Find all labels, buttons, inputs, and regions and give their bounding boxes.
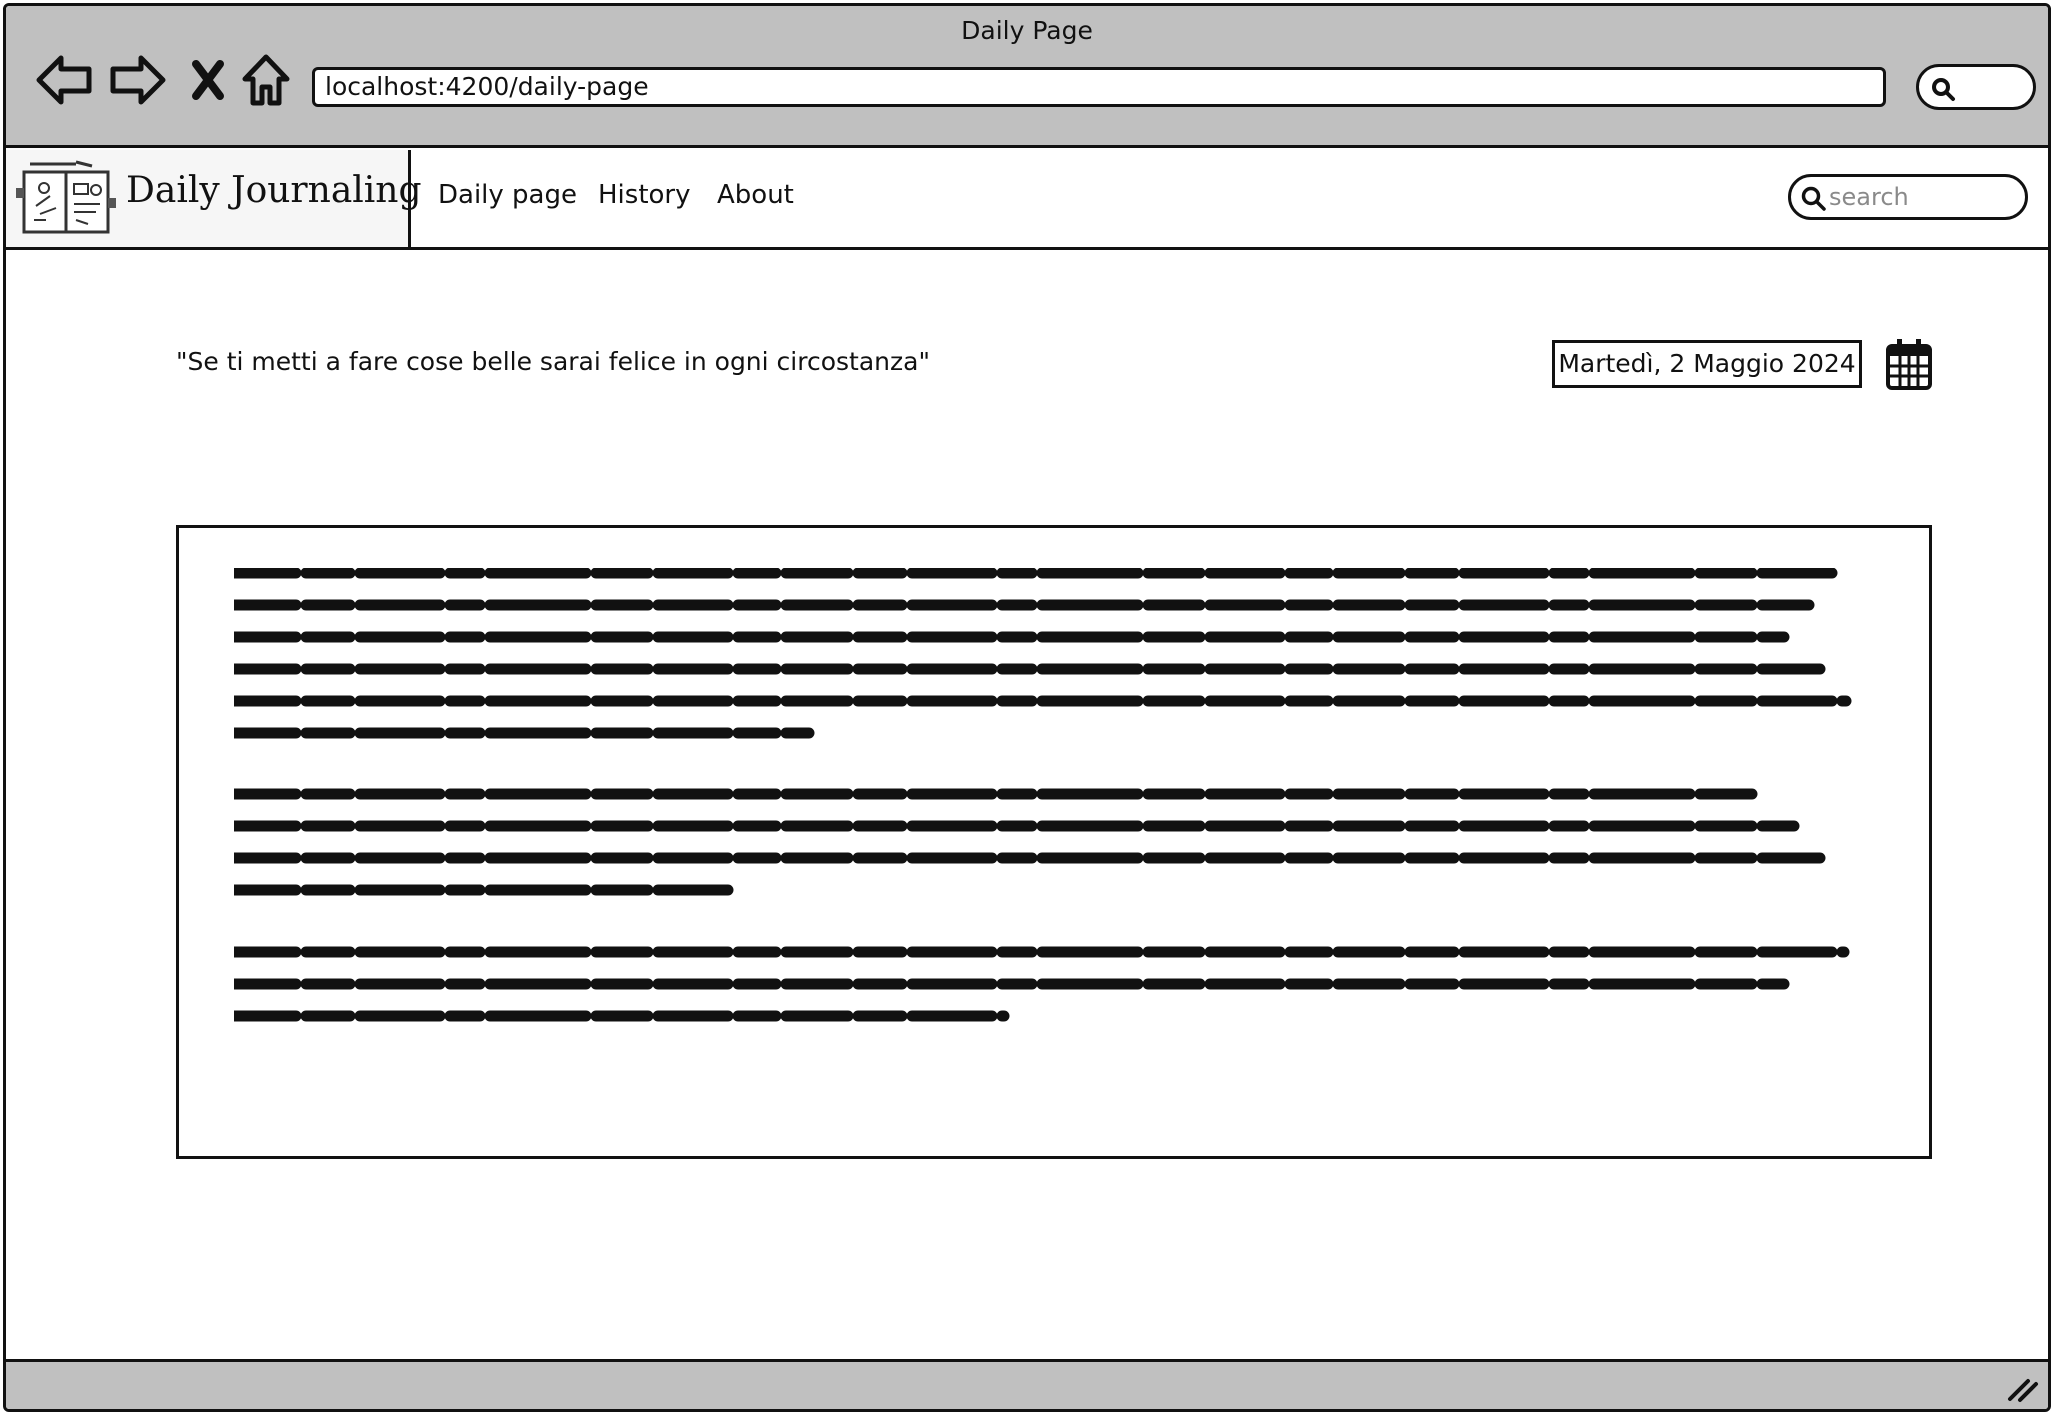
close-icon xyxy=(188,58,228,102)
forward-button[interactable] xyxy=(108,50,168,110)
daily-quote: "Se ti metti a fare cose belle sarai felice in ogni circostanza" xyxy=(176,347,930,376)
calendar-button[interactable] xyxy=(1884,336,1934,392)
resize-grip-icon[interactable] xyxy=(2006,1373,2040,1403)
calendar-icon xyxy=(1884,336,1934,392)
logo-text: Daily Journaling xyxy=(126,170,422,211)
search-field[interactable] xyxy=(1788,174,2028,220)
logo[interactable] xyxy=(6,150,422,250)
nav-about[interactable]: About xyxy=(717,180,794,210)
nav-history[interactable]: History xyxy=(598,180,691,210)
search-icon xyxy=(1931,77,1957,103)
journal-text-placeholder xyxy=(234,568,1874,1048)
home-icon xyxy=(241,53,291,107)
back-button[interactable] xyxy=(34,50,94,110)
address-bar[interactable]: localhost:4200/daily-page xyxy=(312,67,1886,107)
nav-daily-page[interactable]: Daily page xyxy=(438,180,577,210)
back-arrow-icon xyxy=(35,54,93,106)
window-title: Daily Page xyxy=(961,16,1093,45)
stop-button[interactable] xyxy=(178,50,238,110)
date-display[interactable]: Martedì, 2 Maggio 2024 xyxy=(1552,340,1862,388)
home-button[interactable] xyxy=(236,50,296,110)
browser-window xyxy=(3,3,2051,1412)
forward-arrow-icon xyxy=(109,54,167,106)
search-input[interactable] xyxy=(1829,181,2014,213)
status-bar xyxy=(6,1359,2048,1409)
journal-entry[interactable] xyxy=(176,525,1932,1159)
journal-logo-icon xyxy=(16,158,116,240)
browser-toolbar xyxy=(6,6,2048,148)
browser-search-field[interactable] xyxy=(1916,64,2036,110)
search-icon xyxy=(1801,186,1827,212)
app-header xyxy=(6,150,2048,250)
